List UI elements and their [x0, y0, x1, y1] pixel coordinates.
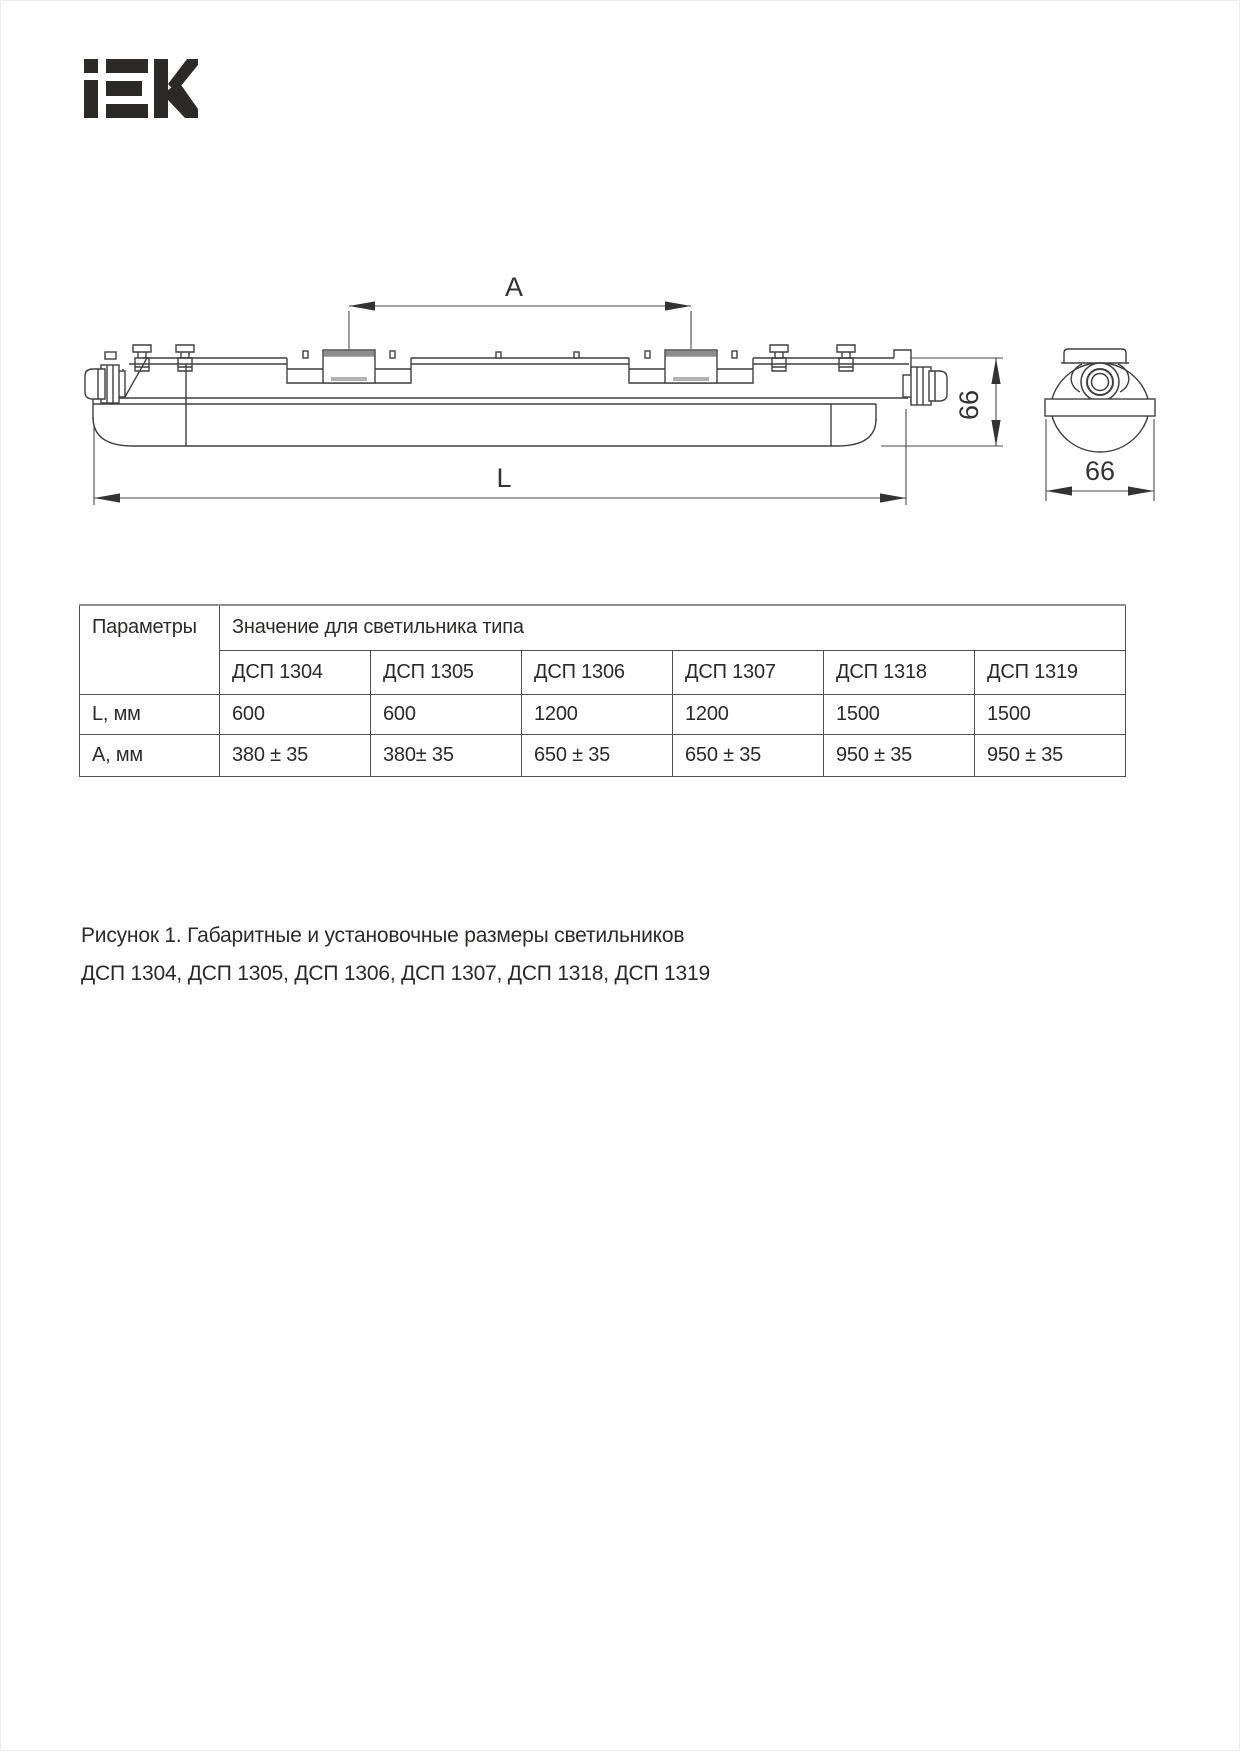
logo-e-top	[106, 59, 148, 73]
type-header-cell: ДСП 1304	[220, 650, 371, 694]
dim-height-label: 66	[954, 389, 984, 421]
parameters-table	[79, 604, 1126, 777]
type-header-cell: ДСП 1307	[673, 650, 824, 694]
table-header-row-types	[80, 650, 1126, 694]
figure-caption-line1: Рисунок 1. Габаритные и установочные размеры светильников	[81, 924, 685, 947]
dim-l-label: L	[496, 463, 512, 493]
logo-i-stem	[84, 80, 98, 118]
param-header-cell: Параметры	[80, 605, 220, 694]
dimension-a	[349, 272, 691, 349]
table-header-row-group	[80, 605, 1126, 650]
mounting-bracket	[287, 350, 411, 383]
value-cell: 1500	[975, 694, 1126, 734]
luminaire-side-view	[85, 345, 947, 446]
dim-width-label: 66	[1084, 456, 1116, 486]
logo-k-lower-leg	[168, 82, 198, 118]
value-cell: 650 ± 35	[522, 734, 673, 776]
value-cell: 600	[220, 694, 371, 734]
value-cell: 650 ± 35	[673, 734, 824, 776]
dimension-width-66	[1046, 419, 1154, 501]
dim-a-label: A	[504, 272, 524, 302]
logo-e-mid	[106, 81, 142, 96]
param-cell: А, мм	[80, 734, 220, 776]
value-cell: 1500	[824, 694, 975, 734]
value-cell: 950 ± 35	[824, 734, 975, 776]
type-header-cell: ДСП 1305	[371, 650, 522, 694]
value-cell: 380± 35	[371, 734, 522, 776]
logo-e-bottom	[106, 104, 148, 118]
value-cell: 1200	[522, 694, 673, 734]
value-cell: 950 ± 35	[975, 734, 1126, 776]
table-row	[80, 694, 1126, 734]
param-cell: L, мм	[80, 694, 220, 734]
logo-text	[1, 1, 2, 2]
group-header-cell: Значение для светильника типа	[220, 605, 1126, 650]
type-header-cell: ДСП 1319	[975, 650, 1126, 694]
type-header-cell: ДСП 1318	[824, 650, 975, 694]
table-row	[80, 734, 1126, 776]
cable-gland-left	[85, 352, 125, 403]
iek-logo	[84, 59, 198, 118]
figure-caption	[81, 917, 710, 993]
logo-k-stem	[154, 59, 168, 118]
logo-i-dot	[84, 59, 98, 73]
value-cell: 1200	[673, 694, 824, 734]
dimension-l	[94, 409, 906, 505]
figure-caption-line2: ДСП 1304, ДСП 1305, ДСП 1306, ДСП 1307, ДСП 1318, ДСП 1319	[81, 962, 710, 985]
luminaire-end-view	[1045, 349, 1155, 452]
value-cell: 600	[371, 694, 522, 734]
value-cell: 380 ± 35	[220, 734, 371, 776]
cable-gland-right	[903, 367, 947, 405]
luminaire-dimension-drawing	[1, 241, 1240, 521]
type-header-cell: ДСП 1306	[522, 650, 673, 694]
mounting-bracket	[629, 350, 753, 383]
